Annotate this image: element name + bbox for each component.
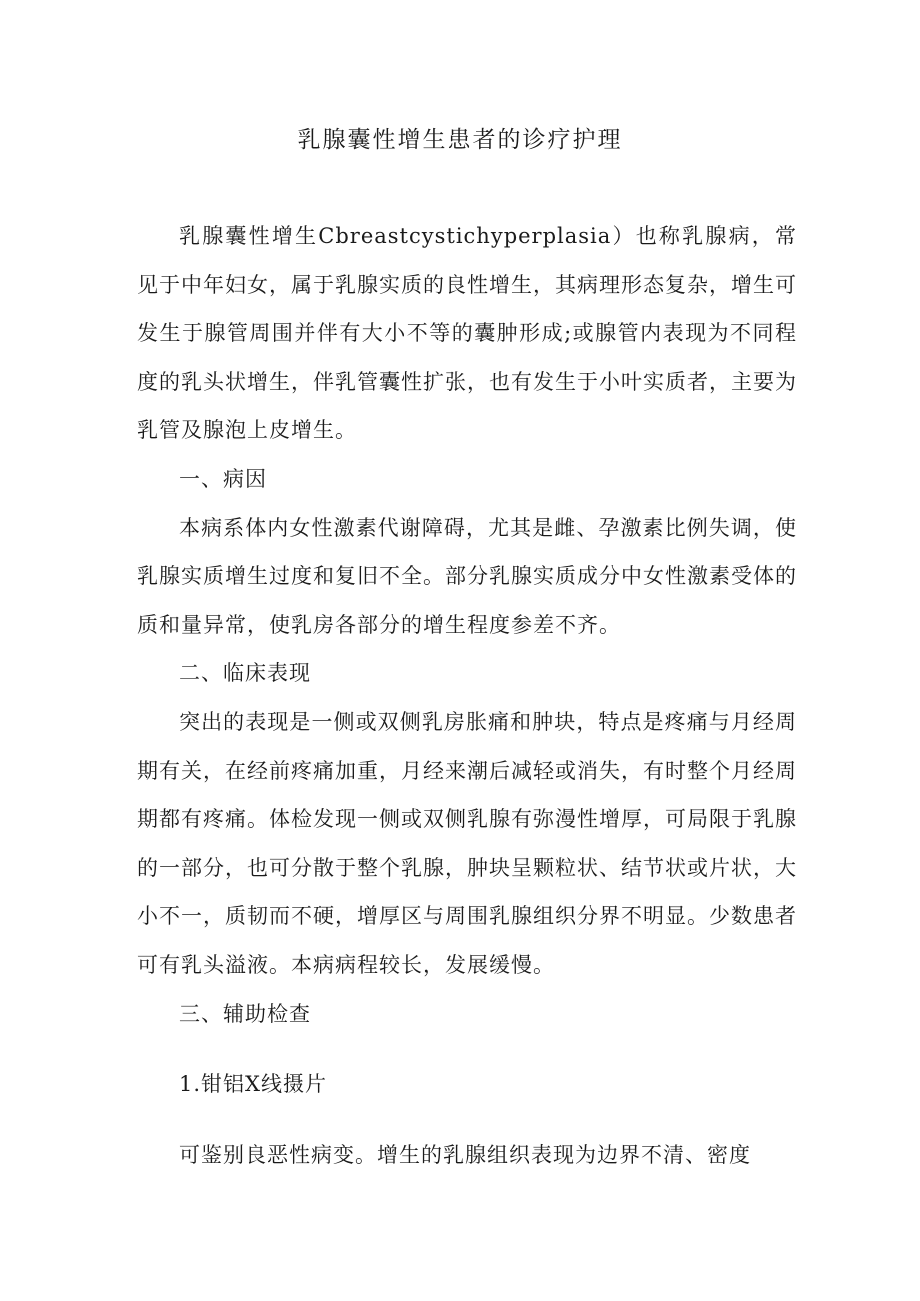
section-heading-exams: 三、辅助检查 (179, 1001, 311, 1026)
section-heading-clinical: 二、临床表现 (179, 661, 311, 686)
document-title: 乳腺囊性增生患者的诊疗护理 (297, 127, 623, 153)
section-heading-etiology: 一、病因 (179, 466, 267, 491)
section-paragraph-etiology: 本病系体内女性激素代谢障碍，尤其是雌、孕激素比例失调，使乳腺实质增生过度和复旧不全。部分乳腺实质成分中女性激素受体的质和量异常，使乳房各部分的增生程度参差不齐。 (137, 515, 797, 637)
document-body (137, 212, 797, 1179)
section-paragraph-clinical: 突出的表现是一侧或双侧乳房胀痛和肿块，特点是疼痛与月经周期有关，在经前疼痛加重，月经来潮后减轻或消失，有时整个月经周期都有疼痛。体检发现一侧或双侧乳腺有弥漫性增厚，可局限于乳腺的一部分，也可分散于整个乳腺，肿块呈颗粒状、结节状或片状，大小不一，质韧而不硬，增厚区与周围乳腺组织分界不明显。少数患者可有乳头溢液。本病病程较长，发展缓慢。 (137, 709, 797, 977)
intro-paragraph: 乳腺囊性增生Cbreastcystichyperplasia）也称乳腺病，常见于中年妇女，属于乳腺实质的良性增生，其病理形态复杂，增生可发生于腺管周围并伴有大小不等的囊肿形成;或腺管内表现为不同程度的乳头状增生，伴乳管囊性扩张，也有发生于小叶实质者，主要为乳管及腺泡上皮增生。 (137, 224, 797, 443)
subsection-heading-xray: 1.钳铝X线摄片 (179, 1072, 327, 1097)
section-paragraph-exams: 可鉴别良恶性病变。增生的乳腺组织表现为边界不清、密度 (179, 1142, 751, 1167)
